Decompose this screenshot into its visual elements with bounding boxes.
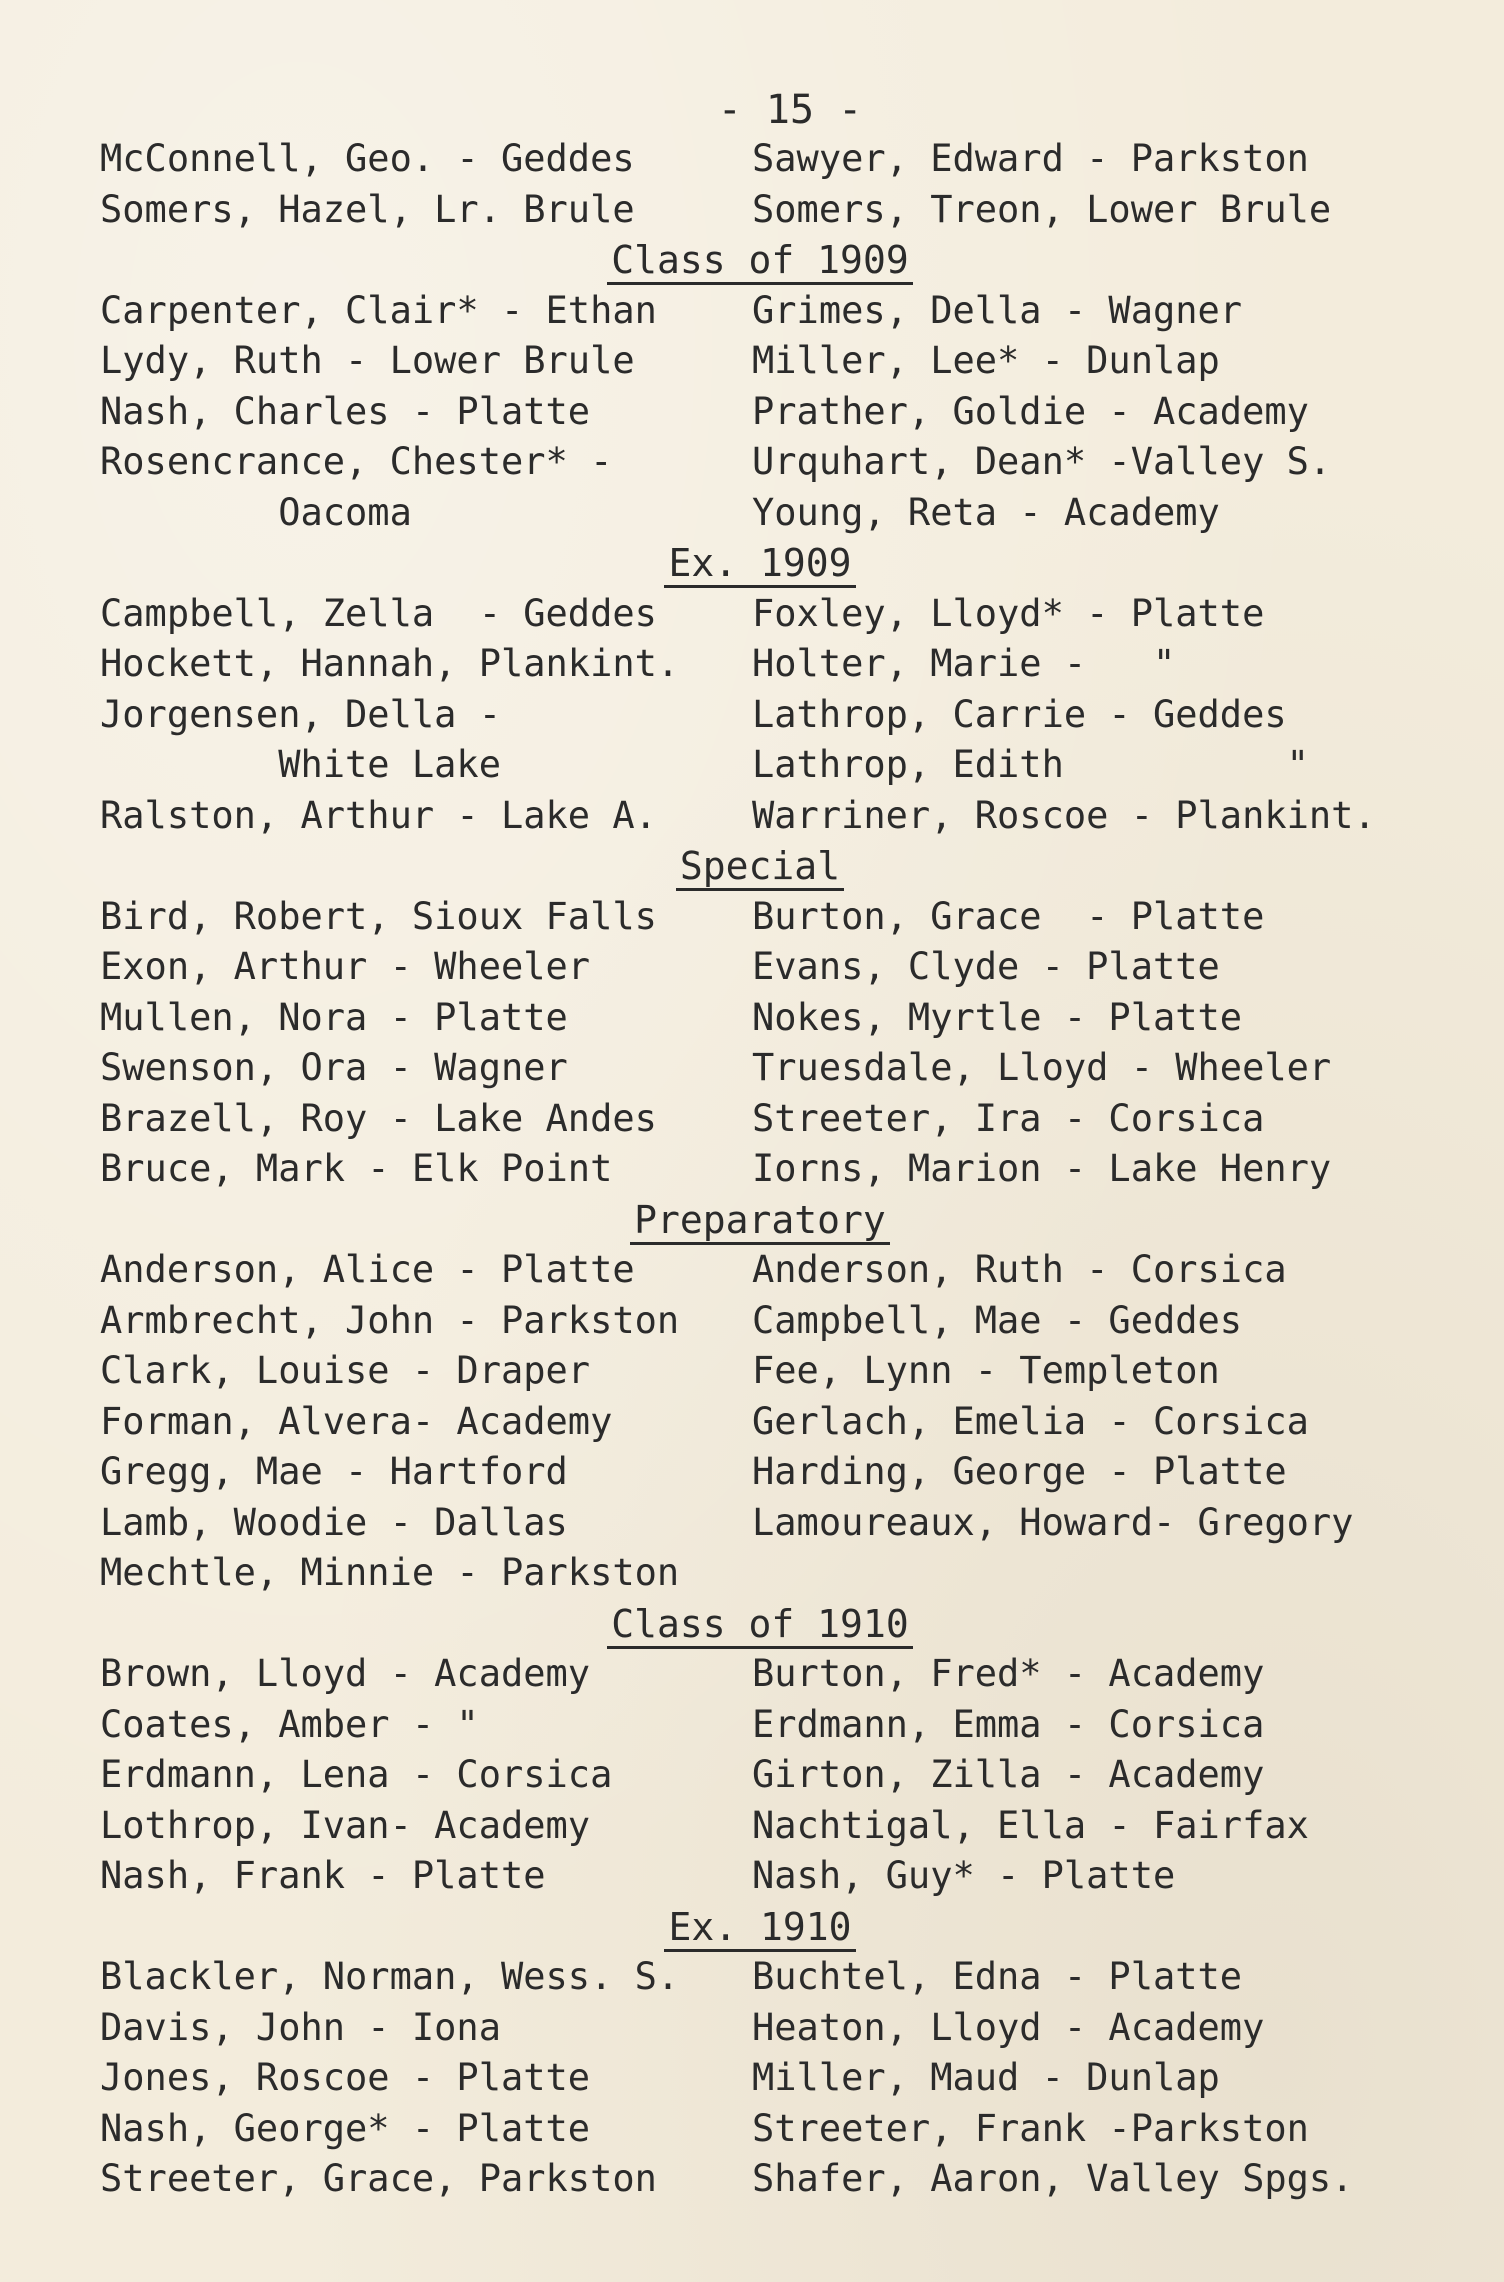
roster-row: [100, 1144, 1420, 1195]
entry-right: Urquhart, Dean* -Valley S.: [752, 440, 1332, 483]
roster-row: [100, 2003, 1420, 2054]
roster-row: [100, 1296, 1420, 1347]
roster-row: [100, 437, 1420, 488]
roster-row: [100, 791, 1420, 842]
roster-row: [100, 1498, 1420, 1549]
entry-right: Miller, Maud - Dunlap: [752, 2056, 1220, 2099]
section-heading-text: Ex. 1909: [664, 541, 855, 588]
entry-left: Gregg, Mae - Hartford: [100, 1450, 568, 1493]
entry-right: Buchtel, Edna - Platte: [752, 1955, 1243, 1998]
entry-right: Shafer, Aaron, Valley Spgs.: [752, 2157, 1354, 2200]
entry-right: [752, 1548, 1420, 1599]
entry-left: Brown, Lloyd - Academy: [100, 1652, 591, 1695]
section-heading-text: Class of 1909: [607, 238, 912, 285]
entry-right: Sawyer, Edward - Parkston: [752, 137, 1309, 180]
entry-left: Ralston, Arthur - Lake A.: [100, 793, 657, 837]
entry-right: Anderson, Ruth - Corsica: [752, 1248, 1287, 1291]
roster-row: [100, 892, 1420, 943]
page-number: - 15 -: [717, 87, 863, 133]
entry-right: Prather, Goldie - Academy: [752, 389, 1309, 433]
entry-left: Jones, Roscoe - Platte: [100, 2056, 591, 2099]
roster-section: [100, 235, 1420, 538]
roster-row: [100, 1851, 1420, 1902]
entry-right: Lamoureaux, Howard- Gregory: [752, 1500, 1354, 1544]
entry-left: White Lake: [100, 743, 501, 786]
entry-left: Bird, Robert, Sioux Falls: [100, 894, 657, 938]
roster-row: [100, 185, 1420, 236]
roster-row: [100, 690, 1420, 741]
entry-left: McConnell, Geo. - Geddes: [100, 137, 635, 180]
entry-left: Nash, Frank - Platte: [100, 1854, 546, 1897]
entry-right: Warriner, Roscoe - Plankint.: [752, 793, 1376, 837]
entry-left: Oacoma: [100, 490, 412, 534]
entry-right: Gerlach, Emelia - Corsica: [752, 1399, 1309, 1443]
entry-right: Streeter, Frank -Parkston: [752, 2106, 1309, 2150]
roster-row: [100, 1548, 1420, 1599]
entry-left: Mullen, Nora - Platte: [100, 995, 568, 1039]
entry-left: Davis, John - Iona: [100, 2005, 501, 2049]
entry-right: Lathrop, Carrie - Geddes: [752, 692, 1287, 736]
entry-right: Iorns, Marion - Lake Henry: [752, 1147, 1332, 1190]
entry-right: Evans, Clyde - Platte: [752, 945, 1220, 988]
entry-right: Girton, Zilla - Academy: [752, 1753, 1265, 1796]
entry-left: Forman, Alvera- Academy: [100, 1399, 613, 1443]
roster-row: [100, 1346, 1420, 1397]
roster-row: [100, 1245, 1420, 1296]
entry-right: Fee, Lynn - Templeton: [752, 1349, 1220, 1392]
entry-left: Carpenter, Clair* - Ethan: [100, 288, 657, 332]
entry-left: Lamb, Woodie - Dallas: [100, 1500, 568, 1544]
entry-right: Campbell, Mae - Geddes: [752, 1298, 1243, 1342]
entry-left: Somers, Hazel, Lr. Brule: [100, 187, 635, 231]
section-heading-text: Ex. 1910: [664, 1905, 855, 1952]
entry-right: Erdmann, Emma - Corsica: [752, 1702, 1265, 1746]
entry-right: Harding, George - Platte: [752, 1450, 1287, 1493]
entry-right: Heaton, Lloyd - Academy: [752, 2005, 1265, 2049]
roster-section: [100, 841, 1420, 1195]
entry-left: Exon, Arthur - Wheeler: [100, 945, 591, 988]
roster-row: [100, 1952, 1420, 2003]
entry-left: Swenson, Ora - Wagner: [100, 1046, 568, 1089]
roster-row: [100, 2053, 1420, 2104]
section-heading: [100, 1902, 1420, 1953]
entry-left: Nash, George* - Platte: [100, 2106, 591, 2150]
section-heading: [100, 1195, 1420, 1246]
roster-row: [100, 336, 1420, 387]
section-heading-text: Class of 1910: [607, 1602, 912, 1649]
roster-content: [100, 86, 1420, 2205]
roster-row: [100, 1649, 1420, 1700]
roster-row: [100, 387, 1420, 438]
entry-right: Young, Reta - Academy: [752, 490, 1220, 534]
section-heading: [100, 235, 1420, 286]
roster-section: [100, 1599, 1420, 1902]
entry-left: Erdmann, Lena - Corsica: [100, 1753, 613, 1796]
entry-left: Anderson, Alice - Platte: [100, 1248, 635, 1291]
roster-row: [100, 286, 1420, 337]
entry-left: Hockett, Hannah, Plankint.: [100, 642, 680, 685]
roster-row: [100, 1801, 1420, 1852]
entry-left: Clark, Louise - Draper: [100, 1349, 591, 1392]
roster-row: [100, 1043, 1420, 1094]
entry-right: Burton, Grace - Platte: [752, 894, 1265, 938]
section-heading-text: Preparatory: [630, 1198, 890, 1245]
roster-row: [100, 942, 1420, 993]
roster-section: [100, 134, 1420, 235]
roster-section: [100, 1195, 1420, 1599]
roster-row: [100, 589, 1420, 640]
roster-row: [100, 1397, 1420, 1448]
entry-left: Nash, Charles - Platte: [100, 389, 591, 433]
entry-left: Brazell, Roy - Lake Andes: [100, 1096, 657, 1140]
entry-left: Campbell, Zella - Geddes: [100, 591, 657, 635]
entry-left: Bruce, Mark - Elk Point: [100, 1147, 613, 1190]
roster-section: [100, 1902, 1420, 2205]
roster-row: [100, 134, 1420, 185]
entry-right: Miller, Lee* - Dunlap: [752, 339, 1220, 382]
entry-left: Rosencrance, Chester* -: [100, 440, 613, 483]
entry-right: Lathrop, Edith ": [752, 743, 1309, 786]
roster-row: [100, 1700, 1420, 1751]
section-heading: [100, 538, 1420, 589]
roster-row: [100, 993, 1420, 1044]
entry-right: Nachtigal, Ella - Fairfax: [752, 1803, 1309, 1847]
entry-left: Lothrop, Ivan- Academy: [100, 1803, 591, 1847]
roster-section: [100, 538, 1420, 841]
entry-left: Streeter, Grace, Parkston: [100, 2157, 657, 2200]
roster-sections: [100, 134, 1420, 2205]
entry-right: Holter, Marie - ": [752, 642, 1176, 685]
entry-right: Somers, Treon, Lower Brule: [752, 187, 1332, 231]
section-heading: [100, 1599, 1420, 1650]
roster-row: [100, 639, 1420, 690]
section-heading-text: Special: [676, 844, 844, 891]
roster-row: [100, 1750, 1420, 1801]
entry-right: Burton, Fred* - Academy: [752, 1652, 1265, 1695]
roster-row: [100, 2104, 1420, 2155]
roster-row: [100, 1094, 1420, 1145]
roster-row: [100, 740, 1420, 791]
entry-right: Streeter, Ira - Corsica: [752, 1096, 1265, 1140]
entry-right: Grimes, Della - Wagner: [752, 288, 1243, 332]
roster-row: [100, 488, 1420, 539]
entry-left: Coates, Amber - ": [100, 1702, 479, 1746]
entry-right: Truesdale, Lloyd - Wheeler: [752, 1046, 1332, 1089]
entry-right: Foxley, Lloyd* - Platte: [752, 591, 1265, 635]
section-heading: [100, 841, 1420, 892]
entry-left: Lydy, Ruth - Lower Brule: [100, 339, 635, 382]
entry-left: Mechtle, Minnie - Parkston: [100, 1551, 680, 1594]
entry-left: Blackler, Norman, Wess. S.: [100, 1955, 680, 1998]
entry-right: Nash, Guy* - Platte: [752, 1854, 1176, 1897]
roster-row: [100, 2154, 1420, 2205]
entry-left: Armbrecht, John - Parkston: [100, 1298, 680, 1342]
entry-left: Jorgensen, Della -: [100, 692, 501, 736]
entry-right: Nokes, Myrtle - Platte: [752, 995, 1243, 1039]
roster-row: [100, 1447, 1420, 1498]
